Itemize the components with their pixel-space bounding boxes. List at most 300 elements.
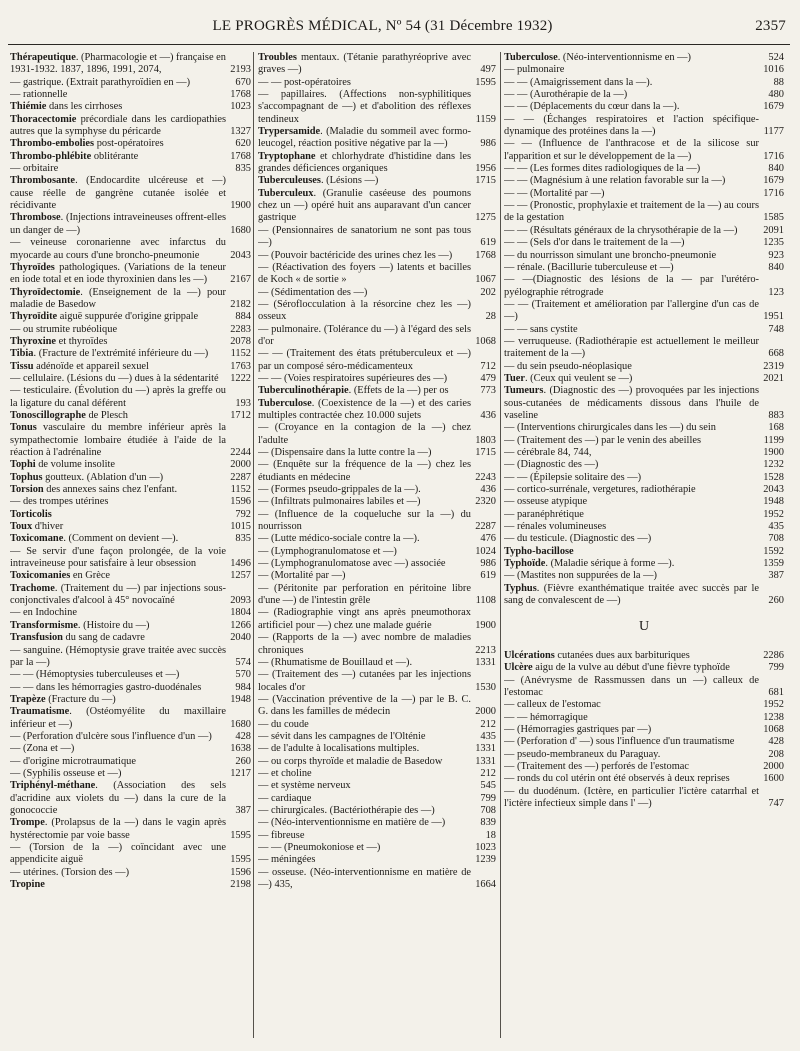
index-entry bbox=[504, 773, 784, 785]
entry-text: Thérapeutique. (Pharmacologie et —) française en 1931-1932. 1837, 1896, 1991, 2074, bbox=[10, 52, 226, 76]
entry-text: — (Perforation d'ulcère sous l'influence d'un —) bbox=[10, 730, 212, 742]
index-entry bbox=[258, 583, 496, 608]
index-entry bbox=[10, 212, 251, 237]
entry-text: — (Rapports de la —) avec nombre de maladies chroniques bbox=[258, 632, 471, 656]
index-entry bbox=[504, 262, 784, 274]
index-entry bbox=[258, 151, 496, 176]
index-entry bbox=[258, 373, 496, 385]
index-entry bbox=[10, 385, 251, 410]
entry-text: — du testicule. (Diagnostic des —) bbox=[504, 533, 652, 545]
entry-text: — — (Pronostic, prophylaxie et traitement de la —) au cours de la gestation bbox=[504, 200, 759, 224]
index-entry bbox=[504, 533, 784, 545]
entry-page-number: 708 bbox=[768, 533, 784, 545]
entry-text: — paranéphrétique bbox=[504, 508, 584, 520]
entry-page-number: 839 bbox=[480, 817, 496, 829]
index-entry bbox=[504, 472, 784, 484]
entry-page-number: 28 bbox=[485, 311, 496, 323]
index-entry bbox=[258, 422, 496, 447]
entry-text: — (Zona et —) bbox=[10, 743, 75, 755]
index-entry bbox=[10, 669, 251, 681]
entry-page-number: 1956 bbox=[475, 163, 496, 175]
index-entry bbox=[258, 175, 496, 187]
entry-page-number: 1266 bbox=[230, 619, 251, 631]
entry-text: — (Infiltrats pulmonaires labiles et —) bbox=[258, 496, 421, 508]
entry-text: — (Réactivation des foyers —) latents et bacilles de Koch « de sortie » bbox=[258, 261, 471, 286]
index-entry bbox=[10, 570, 251, 582]
entry-page-number: 619 bbox=[480, 570, 496, 582]
index-entry bbox=[504, 250, 784, 262]
entry-page-number: 923 bbox=[768, 249, 784, 261]
entry-page-number: 2287 bbox=[475, 521, 496, 533]
entry-text: Tissu adénoïde et appareil sexuel bbox=[10, 360, 149, 372]
entry-page-number: 1496 bbox=[230, 558, 251, 570]
entry-page-number: 773 bbox=[480, 385, 496, 397]
entry-text: Thyroïdes pathologiques. (Variations de la teneur en iode total et en iode thyroxinien dans les —) bbox=[10, 261, 226, 286]
entry-page-number: 712 bbox=[480, 360, 496, 372]
entry-text: Tuberculinothérapie. (Effets de la —) per os bbox=[258, 385, 449, 397]
entry-text: — calleux de l'estomac bbox=[504, 699, 601, 711]
entry-page-number: 545 bbox=[480, 780, 496, 792]
index-entry bbox=[10, 324, 251, 336]
entry-text: — et choline bbox=[258, 767, 312, 779]
entry-page-number: 212 bbox=[480, 767, 496, 779]
index-entry bbox=[258, 558, 496, 570]
entry-text: — du sein pseudo-néoplasique bbox=[504, 360, 632, 372]
entry-page-number: 1952 bbox=[763, 508, 784, 520]
index-entry bbox=[10, 768, 251, 780]
entry-page-number: 435 bbox=[768, 521, 784, 533]
index-entry bbox=[10, 422, 251, 459]
entry-text: — du coude bbox=[258, 718, 309, 730]
entry-text: — — dans les hémorragies gastro-duodénales bbox=[10, 681, 202, 693]
entry-page-number: 984 bbox=[235, 681, 251, 693]
entry-page-number: 1680 bbox=[230, 718, 251, 730]
entry-page-number: 1595 bbox=[230, 854, 251, 866]
index-entry bbox=[258, 570, 496, 582]
entry-text: Tryptophane et chlorhydrate d'histidine dans les grandes déficiences organiques bbox=[258, 150, 471, 175]
entry-text: Thrombo-phlébite oblitérante bbox=[10, 150, 139, 162]
entry-page-number: 2167 bbox=[230, 274, 251, 286]
entry-page-number: 18 bbox=[485, 829, 496, 841]
entry-page-number: 387 bbox=[235, 804, 251, 816]
entry-text: Tuberculeuses. (Lésions —) bbox=[258, 175, 379, 187]
entry-page-number: 986 bbox=[480, 558, 496, 570]
entry-page-number: 212 bbox=[480, 718, 496, 730]
index-entry bbox=[10, 842, 251, 867]
entry-text: Typhoïde. (Maladie sérique à forme —). bbox=[504, 558, 675, 570]
entry-page-number: 835 bbox=[235, 163, 251, 175]
index-section-t-continued bbox=[504, 52, 784, 607]
index-entry bbox=[10, 731, 251, 743]
entry-page-number: 1716 bbox=[763, 150, 784, 162]
index-entry bbox=[10, 682, 251, 694]
index-entry bbox=[10, 867, 251, 879]
entry-text: Typho-bacillose bbox=[504, 545, 574, 557]
index-entry bbox=[504, 89, 784, 101]
entry-page-number: 1900 bbox=[475, 619, 496, 631]
entry-text: Thyroïdite aiguë suppurée d'origine grippale bbox=[10, 311, 199, 323]
index-entry bbox=[504, 459, 784, 471]
index-entry bbox=[504, 712, 784, 724]
entry-page-number: 1768 bbox=[230, 89, 251, 101]
entry-page-number: 1595 bbox=[230, 829, 251, 841]
entry-text: — — (Traitement et amélioration par l'allergine d'un cas de —) bbox=[504, 298, 759, 323]
index-entry bbox=[258, 768, 496, 780]
entry-text: — — post-opératoires bbox=[258, 76, 351, 88]
index-entry bbox=[504, 675, 784, 700]
entry-page-number: 792 bbox=[235, 508, 251, 520]
entry-text: — (Pouvoir bactéricide des urines chez les —) bbox=[258, 249, 453, 261]
entry-page-number: 2243 bbox=[475, 471, 496, 483]
entry-page-number: 1217 bbox=[230, 767, 251, 779]
entry-page-number: 193 bbox=[235, 397, 251, 409]
entry-text: — cellulaire. (Lésions du —) dues à la sédentarité bbox=[10, 372, 219, 384]
index-entry bbox=[258, 509, 496, 534]
entry-text: — — (Les formes dites radiologiques de la —) bbox=[504, 163, 701, 175]
entry-page-number: 2320 bbox=[475, 496, 496, 508]
entry-page-number: 2078 bbox=[230, 335, 251, 347]
index-entry bbox=[10, 163, 251, 175]
entry-page-number: 1596 bbox=[230, 866, 251, 878]
entry-text: Torticolis bbox=[10, 508, 52, 520]
entry-page-number: 208 bbox=[768, 748, 784, 760]
entry-text: — (Traitement des —) par le venin des abeilles bbox=[504, 434, 701, 446]
index-entry bbox=[258, 657, 496, 669]
entry-page-number: 670 bbox=[235, 76, 251, 88]
index-entry bbox=[10, 114, 251, 139]
entry-text: Thoracectomie précordiale dans les cardiopathies autres que la symphyse du péricarde bbox=[10, 113, 226, 138]
entry-text: — pseudo-membraneux du Paraguay. bbox=[504, 748, 661, 760]
entry-page-number: 1359 bbox=[763, 558, 784, 570]
entry-text: Tuberculose. (Coexistence de la —) et des caries multiples contractée chez 10.000 sujets bbox=[258, 397, 471, 421]
index-entry bbox=[504, 101, 784, 113]
index-entry bbox=[10, 151, 251, 163]
entry-text: Tuberculeux. (Granulie caséeuse des poumons chez un —) opéré huit ans auparavant d'un cancer gastrique bbox=[258, 187, 471, 224]
entry-text: Transfusion du sang de cadavre bbox=[10, 632, 145, 644]
entry-text: — ou corps thyroïde et maladie de Basedow bbox=[258, 755, 443, 767]
entry-text: — (Séroflocculation à la résorcine chez les —) osseux bbox=[258, 298, 471, 323]
entry-page-number: 1595 bbox=[475, 76, 496, 88]
entry-page-number: 1592 bbox=[763, 545, 784, 557]
entry-text: — (Mastites non suppurées de la —) bbox=[504, 570, 657, 582]
entry-text: — cérébrale 84, 744, bbox=[504, 447, 592, 458]
entry-text: — — (Mortalité par —) bbox=[504, 187, 605, 199]
entry-page-number: 2286 bbox=[763, 649, 784, 661]
index-entry bbox=[258, 694, 496, 719]
index-entry bbox=[10, 694, 251, 706]
index-entry bbox=[258, 805, 496, 817]
entry-page-number: 1638 bbox=[230, 743, 251, 755]
entry-page-number: 436 bbox=[480, 409, 496, 421]
entry-text: — Se servir d'une façon prolongée, de la voie intraveineuse pour satisfaire à leur obsession bbox=[10, 545, 226, 570]
entry-page-number: 883 bbox=[768, 409, 784, 421]
journal-title: LE PROGRÈS MÉDICAL, Nº 54 (31 Décembre 1932) bbox=[212, 18, 553, 34]
index-column-1 bbox=[10, 52, 251, 1042]
index-entry bbox=[10, 287, 251, 312]
index-entry bbox=[10, 459, 251, 471]
entry-text: Ulcère aigu de la vulve au début d'une fièvre typhoïde bbox=[504, 662, 730, 674]
entry-page-number: 1016 bbox=[763, 64, 784, 76]
entry-text: Tophi de volume insolite bbox=[10, 459, 115, 471]
entry-page-number: 799 bbox=[480, 792, 496, 804]
index-entry bbox=[10, 756, 251, 768]
entry-page-number: 681 bbox=[768, 686, 784, 698]
header-rule bbox=[8, 44, 790, 45]
entry-text: Trypersamide. (Maladie du sommeil avec formo-leucogel, réaction positive négative par la —) bbox=[258, 126, 471, 150]
entry-text: — méningées bbox=[258, 854, 316, 866]
entry-page-number: 1948 bbox=[230, 693, 251, 705]
index-entry bbox=[258, 250, 496, 262]
entry-text: — osseuse atypique bbox=[504, 496, 588, 508]
index-entry bbox=[258, 398, 496, 423]
entry-text: Tonoscillographe de Plesch bbox=[10, 409, 128, 421]
entry-text: — (Interventions chirurgicales dans les —) du sein bbox=[504, 422, 716, 434]
index-entry bbox=[258, 299, 496, 324]
index-entry bbox=[504, 225, 784, 237]
index-entry bbox=[258, 225, 496, 250]
index-entry bbox=[504, 435, 784, 447]
entry-page-number: 1024 bbox=[475, 545, 496, 557]
entry-page-number: 2000 bbox=[230, 459, 251, 471]
entry-text: — — (Hémoptysies tuberculeuses et —) bbox=[10, 669, 180, 681]
entry-text: — orbitaire bbox=[10, 163, 59, 175]
index-entry bbox=[10, 780, 251, 817]
entry-text: — cardiaque bbox=[258, 792, 312, 804]
index-entry bbox=[258, 52, 496, 77]
entry-page-number: 1199 bbox=[763, 434, 784, 446]
index-entry bbox=[258, 756, 496, 768]
entry-text: — (Torsion de la —) coïncidant avec une appendicite aiguë bbox=[10, 842, 226, 866]
entry-text: Triphényl-méthane. (Association des sels d'acridine aux violets du —) dans la cure de la gonococcie bbox=[10, 780, 226, 816]
index-entry bbox=[258, 743, 496, 755]
entry-text: — gastrique. (Extrait parathyroïdien en —) bbox=[10, 76, 191, 88]
entry-page-number: 799 bbox=[768, 662, 784, 674]
index-entry bbox=[10, 706, 251, 731]
entry-page-number: 168 bbox=[768, 422, 784, 434]
index-entry bbox=[504, 650, 784, 662]
entry-text: — (Enquête sur la fréquence de la —) chez les étudiants en médecine bbox=[258, 459, 471, 483]
entry-text: — du duodénum. (Ictère, en particulier l'ictère catarrhal et l'ictère infectieux simple dans l' —) bbox=[504, 785, 759, 809]
index-entry bbox=[258, 546, 496, 558]
entry-text: — osseuse. (Néo-interventionnisme en matière de —) 435, bbox=[258, 866, 471, 891]
entry-page-number: 435 bbox=[480, 730, 496, 742]
entry-text: — d'origine microtraumatique bbox=[10, 755, 136, 767]
index-entry bbox=[258, 496, 496, 508]
entry-text: Trompe. (Prolapsus de la —) dans le vagin après hystérectomie par voie basse bbox=[10, 817, 226, 841]
entry-text: — (Hémorragies gastriques par —) bbox=[504, 723, 652, 735]
column-divider bbox=[500, 52, 501, 1038]
entry-page-number: 1596 bbox=[230, 496, 251, 508]
entry-text: — papillaires. (Affections non-syphilitiques s'accompagnant de —) et d'abolition des réflexes tendineux bbox=[258, 89, 471, 125]
entry-page-number: 840 bbox=[768, 261, 784, 273]
index-entry bbox=[10, 496, 251, 508]
index-entry bbox=[10, 336, 251, 348]
entry-text: — sévit dans les campagnes de l'Olténie bbox=[258, 730, 426, 742]
index-entry bbox=[10, 521, 251, 533]
index-entry bbox=[258, 632, 496, 657]
index-entry bbox=[504, 163, 784, 175]
index-entry bbox=[504, 509, 784, 521]
entry-text: Traumatisme. (Ostéomyélite du maxillaire inférieur et —) bbox=[10, 706, 226, 730]
entry-text: Tropine bbox=[10, 879, 45, 891]
index-entry bbox=[258, 854, 496, 866]
entry-text: Tonus vasculaire du membre inférieur après la sympathectomie lombaire étudiée à l'aide de la réaction à l'adrénaline bbox=[10, 422, 226, 458]
index-entry bbox=[10, 620, 251, 632]
entry-page-number: 1331 bbox=[475, 656, 496, 668]
entry-page-number: 1952 bbox=[763, 699, 784, 711]
index-entry bbox=[504, 299, 784, 324]
entry-text: Thyroxine et thyroïdes bbox=[10, 335, 108, 347]
entry-text: Troubles mentaux. (Tétanie parathyréoprive avec graves —) bbox=[258, 52, 471, 76]
index-entry bbox=[258, 793, 496, 805]
entry-page-number: 1715 bbox=[475, 447, 496, 458]
index-column-2 bbox=[258, 52, 496, 1042]
section-letter: U bbox=[638, 619, 650, 635]
entry-page-number: 1239 bbox=[475, 854, 496, 866]
entry-page-number: 123 bbox=[768, 286, 784, 298]
entry-page-number: 1768 bbox=[230, 150, 251, 162]
entry-page-number: 1679 bbox=[763, 175, 784, 187]
entry-page-number: 1768 bbox=[475, 249, 496, 261]
entry-page-number: 1152 bbox=[230, 484, 251, 496]
entry-page-number: 1238 bbox=[763, 711, 784, 723]
column-divider bbox=[253, 52, 254, 1038]
entry-text: — (Diagnostic des —) bbox=[504, 459, 599, 471]
entry-page-number: 1763 bbox=[230, 360, 251, 372]
entry-page-number: 387 bbox=[768, 570, 784, 582]
entry-text: — et système nerveux bbox=[258, 780, 351, 792]
index-entry bbox=[10, 373, 251, 385]
entry-text: — rationnelle bbox=[10, 89, 68, 101]
entry-text: Tophus goutteux. (Ablation d'un —) bbox=[10, 471, 164, 483]
entry-text: — (Dispensaire dans la lutte contre la —) bbox=[258, 447, 432, 458]
entry-page-number: 1900 bbox=[230, 200, 251, 212]
entry-page-number: 986 bbox=[480, 138, 496, 150]
entry-text: Torsion des annexes sains chez l'enfant. bbox=[10, 484, 178, 496]
entry-text: — (Traitement des —) cutanées par les injections locales d'or bbox=[258, 669, 471, 693]
entry-text: — des trompes utérines bbox=[10, 496, 109, 508]
entry-text: — — (Déplacements du cœur dans la —). bbox=[504, 101, 680, 113]
index-entry bbox=[10, 52, 251, 77]
entry-page-number: 524 bbox=[768, 52, 784, 63]
entry-page-number: 708 bbox=[480, 804, 496, 816]
entry-text: — (Radiographie vingt ans après pneumothorax artificiel pour —) chez une malade guérie bbox=[258, 607, 471, 631]
index-entry bbox=[258, 287, 496, 299]
index-entry bbox=[504, 336, 784, 361]
index-entry bbox=[504, 200, 784, 225]
index-entry bbox=[504, 373, 784, 385]
entry-text: Thyroïdectomie. (Enseignement de la —) pour maladie de Basedow bbox=[10, 286, 226, 310]
entry-page-number: 2021 bbox=[763, 372, 784, 384]
index-entry bbox=[258, 459, 496, 484]
index-entry bbox=[10, 77, 251, 89]
index-entry bbox=[10, 262, 251, 287]
entry-page-number: 1327 bbox=[230, 126, 251, 138]
index-entry bbox=[504, 77, 784, 89]
entry-text: Tuberculose. (Néo-interventionnisme en —) bbox=[504, 52, 692, 63]
index-entry bbox=[10, 410, 251, 422]
index-entry bbox=[258, 385, 496, 397]
entry-text: Transformisme. (Histoire du —) bbox=[10, 619, 150, 631]
index-entry bbox=[258, 817, 496, 829]
index-entry bbox=[258, 830, 496, 842]
index-entry bbox=[504, 761, 784, 773]
entry-text: — fibreuse bbox=[258, 829, 305, 841]
entry-page-number: 1331 bbox=[475, 755, 496, 767]
entry-text: — (Anévrysme de Rassmussen dans un —) calleux de l'estomac bbox=[504, 674, 759, 698]
entry-text: — — (Aurothérapie de la —) bbox=[504, 89, 628, 101]
index-entry bbox=[258, 89, 496, 126]
entry-text: — pulmonaire bbox=[504, 64, 565, 76]
entry-text: — (Lutte médico-sociale contre la —). bbox=[258, 533, 420, 545]
index-entry bbox=[258, 188, 496, 225]
entry-text: Thrombo-embolies post-opératoires bbox=[10, 138, 164, 150]
index-entry bbox=[258, 669, 496, 694]
index-entry bbox=[258, 324, 496, 349]
entry-text: Thiémie dans les cirrhoses bbox=[10, 101, 123, 113]
entry-text: Typhus. (Fièvre exanthématique traitée avec succès par le sang de convalescent de —) bbox=[504, 582, 759, 607]
index-entry bbox=[10, 509, 251, 521]
index-entry bbox=[258, 484, 496, 496]
entry-page-number: 260 bbox=[768, 595, 784, 607]
index-entry bbox=[10, 237, 251, 262]
entry-text: — — (Résultats généraux de la chrysothérapie de la —) bbox=[504, 224, 738, 236]
entry-text: Trapèze (Fracture du —) bbox=[10, 693, 116, 705]
entry-page-number: 747 bbox=[768, 797, 784, 809]
index-column-3 bbox=[504, 52, 784, 1042]
entry-text: — — (Amaigrissement dans la —). bbox=[504, 76, 653, 88]
entry-text: — verruqueuse. (Radiothérapie est actuellement le meilleur traitement de la —) bbox=[504, 335, 759, 360]
index-entry bbox=[258, 447, 496, 459]
entry-page-number: 2198 bbox=[230, 879, 251, 891]
entry-page-number: 1108 bbox=[475, 595, 496, 607]
entry-page-number: 2283 bbox=[230, 323, 251, 335]
index-entry bbox=[10, 879, 251, 891]
entry-page-number: 835 bbox=[235, 533, 251, 545]
index-entry bbox=[504, 736, 784, 748]
entry-page-number: 479 bbox=[480, 372, 496, 384]
index-entry bbox=[504, 385, 784, 422]
entry-page-number: 202 bbox=[480, 286, 496, 298]
entry-page-number: 260 bbox=[235, 755, 251, 767]
index-entry bbox=[10, 583, 251, 608]
index-entry bbox=[10, 632, 251, 644]
entry-text: — veineuse coronarienne avec infarctus du myocarde au cours d'une broncho-pneumonie bbox=[10, 237, 226, 261]
entry-text: — (Péritonite par perforation en péritoine libre d'une —) de l'intestin grêle bbox=[258, 582, 471, 607]
entry-page-number: 1331 bbox=[475, 743, 496, 755]
entry-text: — — (Sels d'or dans le traitement de la —) bbox=[504, 237, 685, 249]
index-entry bbox=[504, 749, 784, 761]
index-entry bbox=[258, 780, 496, 792]
entry-page-number: 840 bbox=[768, 163, 784, 175]
entry-text: — chirurgicales. (Bactériothérapie des —) bbox=[258, 804, 435, 816]
entry-page-number: 1232 bbox=[763, 459, 784, 471]
entry-text: — pulmonaire. (Tolérance du —) à l'égard des sels d'or bbox=[258, 323, 471, 347]
index-entry bbox=[504, 662, 784, 674]
index-entry bbox=[258, 867, 496, 892]
entry-text: Toxicomanies en Grèce bbox=[10, 570, 111, 582]
entry-page-number: 2043 bbox=[763, 484, 784, 496]
entry-page-number: 2193 bbox=[230, 64, 251, 76]
entry-page-number: 1585 bbox=[763, 212, 784, 224]
entry-text: — — (Traitement des états prétuberculeux et —) par un composé séro-médicamenteux bbox=[258, 348, 471, 372]
entry-text: Thrombose. (Injections intraveineuses offrent-elles un danger de —) bbox=[10, 212, 226, 236]
entry-page-number: 1715 bbox=[475, 175, 496, 187]
index-entry bbox=[10, 89, 251, 101]
entry-page-number: 1530 bbox=[475, 681, 496, 693]
entry-text: — — (Magnésium à une relation favorable sur la —) bbox=[504, 175, 726, 187]
entry-page-number: 1023 bbox=[475, 842, 496, 853]
